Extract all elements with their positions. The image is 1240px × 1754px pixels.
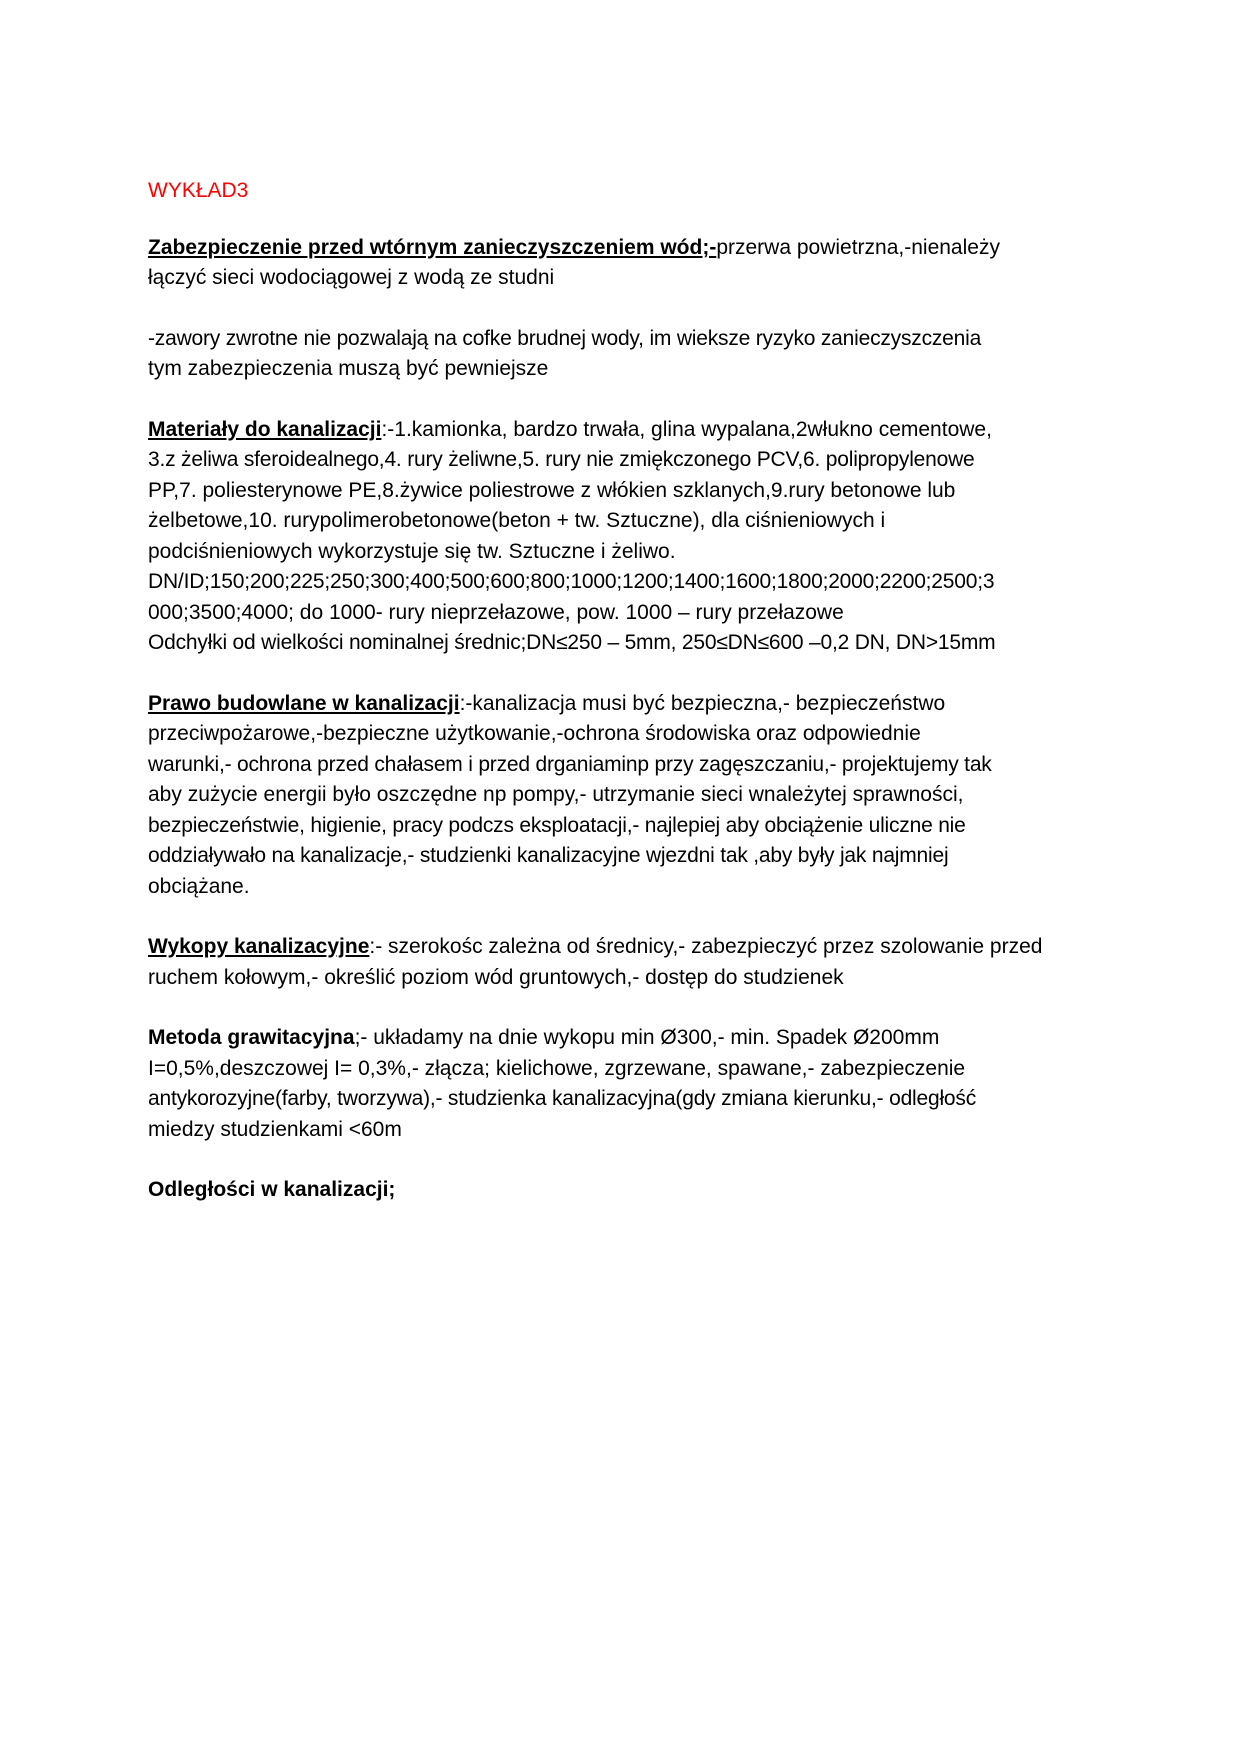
paragraph-line: warunki,- ochrona przed chałasem i przed drganiaminp przy zagęszczaniu,- projektujemy tak xyxy=(148,752,992,776)
paragraph-gravity-method xyxy=(148,1023,1098,1145)
paragraph-line xyxy=(148,689,1098,720)
section-heading: Materiały do kanalizacji xyxy=(148,417,382,441)
paragraph-line: -zawory zwrotne nie pozwalają na cofke brudnej wody, im wieksze ryzyko zanieczyszczenia xyxy=(148,326,982,350)
paragraph-line: obciążane. xyxy=(148,874,250,898)
paragraph-text: przerwa powietrzna,-nienależy xyxy=(716,235,1000,259)
paragraph-line: aby zużycie energii było oszczędne np pompy,- utrzymanie sieci wnależytej sprawności, xyxy=(148,783,964,806)
paragraph-distances xyxy=(148,1175,1098,1206)
paragraph-line: 3.z żeliwa sferoidealnego,4. rury żeliwne,5. rury nie zmiękczonego PCV,6. polipropylenowe xyxy=(148,448,975,471)
paragraph-line xyxy=(148,233,1098,264)
paragraph-line: bezpieczeństwie, higienie, pracy podczs eksploatacji,- najlepiej aby obciążenie uliczne nie xyxy=(148,813,966,837)
paragraph-sewer-materials xyxy=(148,415,1098,659)
paragraph-line: przeciwpożarowe,-bezpieczne użytkowanie,-ochrona środowiska oraz odpowiednie xyxy=(148,722,921,745)
paragraph-line: PP,7. poliesterynowe PE,8.żywice poliestrowe z włókien szklanych,9.rury betonowe lub xyxy=(148,478,956,502)
section-heading: Wykopy kanalizacyjne xyxy=(148,935,370,958)
paragraph-text: ;- układamy na dnie wykopu min Ø300,- min. Spadek Ø200mm xyxy=(354,1026,940,1049)
paragraph-line: żelbetowe,10. rurypolimerobetonowe(beton + tw. Sztuczne), dla ciśnieniowych i xyxy=(148,509,886,532)
document-page xyxy=(148,176,1098,1236)
paragraph-building-law xyxy=(148,689,1098,903)
paragraph-line: tym zabezpieczenia muszą być pewniejsze xyxy=(148,357,549,380)
paragraph-line: antykorozyjne(farby, tworzywa),- studzienka kanalizacyjna(gdy zmiana kierunku,- odległość xyxy=(148,1087,977,1110)
paragraph-secondary-contamination xyxy=(148,233,1098,294)
section-heading: Metoda grawitacyjna xyxy=(148,1026,355,1049)
paragraph-line: 000;3500;4000; do 1000- rury nieprzełazowe, pow. 1000 – rury przełazowe xyxy=(148,600,844,624)
paragraph-check-valves xyxy=(148,324,1098,385)
lecture-title: WYKŁAD3 xyxy=(148,179,249,202)
section-heading: Prawo budowlane w kanalizacji xyxy=(148,691,460,715)
paragraph-line xyxy=(148,415,1098,446)
paragraph-line: podciśnieniowych wykorzystuje się tw. Sztuczne i żeliwo. xyxy=(148,539,676,563)
paragraph-line xyxy=(148,1023,1098,1054)
paragraph-line: Odchyłki od wielkości nominalnej średnic;DN≤250 – 5mm, 250≤DN≤600 –0,2 DN, DN>15mm xyxy=(148,631,996,654)
paragraph-line: DN/ID;150;200;225;250;300;400;500;600;800;1000;1200;1400;1600;1800;2000;2200;2500;3 xyxy=(148,570,995,593)
paragraph-line: ruchem kołowym,- określić poziom wód gruntowych,- dostęp do studzienek xyxy=(148,965,844,989)
paragraph-line: miedzy studzienkami <60m xyxy=(148,1117,402,1141)
section-heading: Zabezpieczenie przed wtórnym zanieczyszczeniem wód;- xyxy=(148,235,717,259)
paragraph-line: I=0,5%,deszczowej I= 0,3%,- złącza; kielichowe, zgrzewane, spawane,- zabezpieczenie xyxy=(148,1056,966,1080)
paragraph-line: oddziaływało na kanalizacje,- studzienki kanalizacyjne wjezdni tak ,aby były jak najmniej xyxy=(148,844,949,867)
paragraph-line xyxy=(148,932,1098,963)
paragraph-trenches xyxy=(148,932,1098,993)
section-heading: Odległości w kanalizacji; xyxy=(148,1178,396,1201)
paragraph-text: :-1.kamionka, bardzo trwała, glina wypalana,2włukno cementowe, xyxy=(381,417,992,441)
paragraph-line: łączyć sieci wodociągowej z wodą ze studni xyxy=(148,266,555,289)
paragraph-text: :- szerokośc zależna od średnicy,- zabezpieczyć przez szolowanie przed xyxy=(369,935,1043,958)
paragraph-text: :-kanalizacja musi być bezpieczna,- bezpieczeństwo xyxy=(459,691,946,715)
